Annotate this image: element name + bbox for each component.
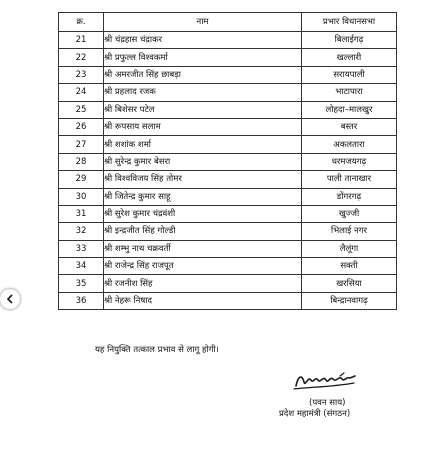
signature-image xyxy=(292,370,358,394)
serial-cell: 21 xyxy=(59,32,104,49)
seat-cell: खल्लारी xyxy=(302,49,397,66)
table-row xyxy=(59,258,397,275)
signatory-designation: प्रदेश महामंत्री (संगठन) xyxy=(279,409,351,419)
serial-cell: 34 xyxy=(59,258,104,275)
table-header-row xyxy=(59,13,397,32)
note-text: यह नियुक्ति तत्काल प्रभाव से लागू होगी। xyxy=(95,345,219,355)
name-cell: श्री रजनीश सिंह xyxy=(104,275,302,292)
seat-cell: बिलाईगढ़ xyxy=(302,32,397,49)
name-cell: श्री जितेन्द्र कुमार साहू xyxy=(104,188,302,205)
name-cell: श्री प्रहलाद रजक xyxy=(104,84,302,101)
serial-cell: 35 xyxy=(59,275,104,292)
seat-cell: बिन्द्रानवागढ़ xyxy=(302,292,397,309)
seat-cell: सक्ती xyxy=(302,258,397,275)
name-cell: श्री राजेन्द्र सिंह राजपूत xyxy=(104,258,302,275)
name-cell: श्री प्रफुल्ल विश्वकर्मा xyxy=(104,49,302,66)
table-row xyxy=(59,32,397,49)
table-row xyxy=(59,292,397,309)
table-row xyxy=(59,275,397,292)
table-row xyxy=(59,84,397,101)
table-row xyxy=(59,223,397,240)
table-row xyxy=(59,240,397,257)
serial-header: क्र. xyxy=(59,13,104,32)
seat-cell: लोहदा–मालखुर xyxy=(302,101,397,118)
seat-header: प्रभार विधानसभा xyxy=(302,13,397,32)
serial-cell: 24 xyxy=(59,84,104,101)
previous-page-button[interactable] xyxy=(0,289,20,309)
name-cell: श्री विश्वविजय सिंह तोमर xyxy=(104,171,302,188)
signatory-name: (पवन साय) xyxy=(309,398,346,408)
serial-cell: 22 xyxy=(59,49,104,66)
table-row xyxy=(59,188,397,205)
serial-cell: 31 xyxy=(59,205,104,222)
name-header: नाम xyxy=(104,13,302,32)
name-cell: श्री नेहरू निषाद xyxy=(104,292,302,309)
serial-cell: 23 xyxy=(59,66,104,83)
table-row xyxy=(59,101,397,118)
seat-cell: अकलतारा xyxy=(302,136,397,153)
name-cell: श्री सुरेन्द्र कुमार बेसरा xyxy=(104,153,302,170)
serial-cell: 32 xyxy=(59,223,104,240)
table-row xyxy=(59,118,397,135)
serial-cell: 27 xyxy=(59,136,104,153)
serial-cell: 29 xyxy=(59,171,104,188)
appointments-table xyxy=(58,12,397,310)
name-cell: श्री बिशेसर पटेल xyxy=(104,101,302,118)
table-row xyxy=(59,49,397,66)
table-row xyxy=(59,171,397,188)
seat-cell: धरमजयगढ़ xyxy=(302,153,397,170)
name-cell: श्री चंद्रहास चंद्राकर xyxy=(104,32,302,49)
chevron-left-icon xyxy=(5,294,15,304)
seat-cell: खुज्जी xyxy=(302,205,397,222)
serial-cell: 30 xyxy=(59,188,104,205)
seat-cell: सरायपाली xyxy=(302,66,397,83)
table-row xyxy=(59,66,397,83)
serial-cell: 25 xyxy=(59,101,104,118)
table-row xyxy=(59,136,397,153)
seat-cell: बस्तर xyxy=(302,118,397,135)
table-row xyxy=(59,153,397,170)
seat-cell: भिलाई नगर xyxy=(302,223,397,240)
name-cell: श्री रूपसाय सलाम xyxy=(104,118,302,135)
name-cell: श्री इन्द्रजीत सिंह गोल्डी xyxy=(104,223,302,240)
seat-cell: लैलूंगा xyxy=(302,240,397,257)
table-row xyxy=(59,205,397,222)
name-cell: श्री सुरेश कुमार चंद्रवंशी xyxy=(104,205,302,222)
name-cell: श्री शशांक शर्मा xyxy=(104,136,302,153)
serial-cell: 33 xyxy=(59,240,104,257)
serial-cell: 28 xyxy=(59,153,104,170)
name-cell: श्री शम्भु नाथ चक्रवर्ती xyxy=(104,240,302,257)
seat-cell: पाली तानाखार xyxy=(302,171,397,188)
name-cell: श्री अमरजीत सिंह छाबड़ा xyxy=(104,66,302,83)
serial-cell: 36 xyxy=(59,292,104,309)
table-body xyxy=(59,32,397,310)
seat-cell: डोंगरगढ़ xyxy=(302,188,397,205)
serial-cell: 26 xyxy=(59,118,104,135)
seat-cell: भाटापारा xyxy=(302,84,397,101)
seat-cell: खरसिया xyxy=(302,275,397,292)
